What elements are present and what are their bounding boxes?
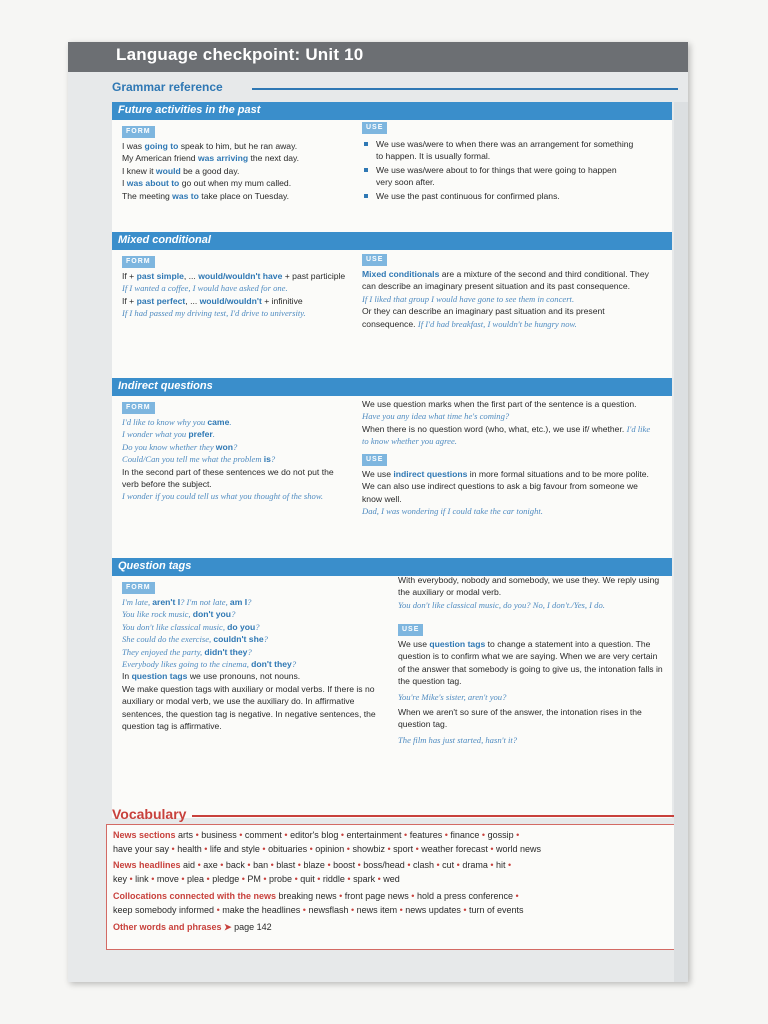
- example-text: ?: [247, 646, 252, 657]
- text-line: [362, 505, 652, 517]
- use-label: USE: [362, 254, 387, 266]
- indirect-use-list: [362, 468, 652, 518]
- text-run: , ...: [183, 271, 199, 281]
- vocab-word: axe: [203, 860, 218, 870]
- text-run: Or they can describe an imaginary past situation and its present consequence.: [362, 306, 605, 329]
- vocab-word: key: [113, 874, 128, 884]
- vocab-word: newsflash: [308, 905, 349, 915]
- vocab-line: [113, 874, 400, 884]
- text-line: [122, 295, 347, 307]
- vocab-category-label: Collocations connected with the news: [113, 891, 277, 901]
- vocabulary-rule: [192, 815, 678, 817]
- example-text: You don't like classical music,: [122, 621, 228, 632]
- vocab-word: link: [135, 874, 149, 884]
- text-run: we use pronouns, not nouns.: [187, 671, 301, 682]
- future-past-use-list: [364, 138, 634, 203]
- text-line: [122, 270, 347, 282]
- vocab-word: gossip: [487, 830, 514, 840]
- text-run: speak to him, but he ran away.: [178, 141, 298, 151]
- text-run: go out when my mum called.: [179, 178, 292, 189]
- separator-dot: •: [375, 874, 384, 884]
- text-line: [398, 706, 666, 731]
- example-text: Have you any idea what time he's coming?: [362, 411, 510, 422]
- title-bar: [68, 42, 688, 72]
- separator-dot: •: [292, 874, 301, 884]
- vocab-word: features: [409, 830, 443, 840]
- text-run: In the second part of these sentences we do not put the verb before the subject.: [122, 466, 334, 490]
- keyword: was about to: [126, 178, 180, 189]
- text-line: [122, 190, 347, 202]
- separator-dot: •: [336, 891, 345, 901]
- text-line: [122, 282, 347, 294]
- example-text: I wonder if you could tell us what you thought of the show.: [122, 491, 324, 502]
- vocab-word: riddle: [322, 874, 345, 884]
- vocab-word: life and style: [209, 844, 260, 854]
- separator-dot: •: [487, 844, 496, 854]
- keyword: going to: [144, 141, 179, 151]
- separator-dot: •: [259, 844, 269, 854]
- section-header-indirect-questions: [112, 378, 672, 396]
- text-line: [122, 140, 347, 152]
- text-line: [122, 608, 384, 620]
- separator-dot: •: [307, 844, 316, 854]
- form-label: FORM: [122, 126, 155, 138]
- example-text: I'm late,: [122, 597, 153, 607]
- text-line: [122, 633, 384, 645]
- separator-dot: •: [314, 874, 323, 884]
- keyword: indirect questions: [393, 469, 468, 479]
- vocab-word: news item: [356, 905, 398, 915]
- text-run: When we aren't so sure of the answer, the intonation rises in the question tag.: [398, 707, 642, 730]
- separator-dot: •: [236, 830, 245, 840]
- separator-dot: •: [295, 860, 304, 870]
- vocab-word: health: [177, 844, 202, 854]
- use-bullet: We use the past continuous for confirmed plans.: [364, 190, 634, 202]
- separator-dot: •: [148, 874, 157, 884]
- grammar-area: [112, 102, 672, 818]
- vocab-word: turn of events: [469, 905, 524, 915]
- vocab-word: cut: [442, 860, 455, 870]
- vocab-word: boss/head: [363, 860, 405, 870]
- text-line: [122, 177, 347, 189]
- textbook-page: [68, 42, 688, 982]
- text-run: + past participle: [282, 271, 346, 281]
- separator-dot: •: [413, 844, 422, 854]
- example-text: I'd like to know whether you agree.: [362, 423, 651, 447]
- text-run: in more formal situations and to be more polite. We can also use indirect questions to ask a big favour from someone we know well.: [362, 469, 649, 504]
- separator-dot: •: [324, 860, 334, 870]
- vocab-word: drama: [462, 860, 488, 870]
- example-text: ?: [231, 609, 236, 620]
- use-bullet: We use was/were about to for things that were going to happen very soon after.: [364, 164, 634, 189]
- mixed-form-list: [122, 270, 347, 320]
- vocab-word: blast: [276, 860, 296, 870]
- keyword: aren't I: [152, 597, 181, 607]
- text-line: [122, 670, 384, 682]
- separator-dot: •: [454, 860, 463, 870]
- vocab-category-label: News sections: [113, 830, 176, 840]
- form-label: FORM: [122, 582, 155, 594]
- keyword: was to: [172, 190, 199, 201]
- section-header-mixed-conditional: [112, 232, 672, 250]
- text-run: I was: [122, 141, 145, 151]
- vocab-word: PM: [247, 874, 261, 884]
- page-edge: [674, 102, 688, 982]
- text-run: The meeting: [122, 190, 173, 201]
- form-label: FORM: [122, 402, 155, 414]
- vocab-line: [113, 830, 519, 840]
- vocab-line: [113, 891, 519, 901]
- vocab-line: [113, 860, 511, 870]
- vocab-word: quit: [300, 874, 315, 884]
- use-label: USE: [362, 454, 387, 466]
- text-line: [122, 490, 350, 502]
- separator-dot: •: [460, 905, 469, 915]
- text-line: [122, 428, 350, 440]
- section-title: Indirect questions: [118, 380, 213, 392]
- text-line: [398, 734, 666, 746]
- separator-dot: •: [434, 860, 443, 870]
- example-text: ?: [247, 597, 252, 607]
- text-line: [362, 305, 652, 330]
- text-line: [122, 453, 350, 465]
- keyword: don't you: [192, 609, 232, 620]
- separator-dot: •: [487, 860, 496, 870]
- separator-dot: •: [384, 844, 394, 854]
- separator-dot: •: [244, 860, 254, 870]
- vocab-word: spark: [353, 874, 376, 884]
- example-text: If I wanted a coffee, I would have asked for one.: [122, 283, 288, 294]
- vocab-word: breaking news: [278, 891, 337, 901]
- vocab-word: pledge: [212, 874, 240, 884]
- text-line: [122, 165, 347, 177]
- text-line: [398, 638, 666, 688]
- text-run: If +: [122, 271, 137, 281]
- separator-dot: •: [348, 905, 357, 915]
- text-line: [122, 441, 350, 453]
- example-text: The film has just started, hasn't it?: [398, 734, 518, 745]
- keyword: didn't they: [204, 646, 248, 657]
- example-text: ?: [255, 621, 260, 632]
- text-line: [122, 466, 350, 491]
- keyword: past perfect: [136, 295, 186, 306]
- vocab-word: arts: [178, 830, 194, 840]
- keyword: past simple: [136, 271, 184, 281]
- mixed-use-list: [362, 268, 652, 330]
- arrow-icon: ➤: [224, 922, 232, 932]
- example-text: Everybody likes going to the cinema,: [122, 659, 252, 670]
- separator-dot: •: [268, 860, 277, 870]
- tags-notes: [398, 574, 666, 611]
- tags-form-list: [122, 596, 384, 732]
- keyword: would/wouldn't have: [198, 271, 283, 281]
- text-run: We use: [398, 639, 430, 649]
- separator-dot: •: [217, 860, 226, 870]
- vocab-word: boost: [333, 860, 356, 870]
- vocab-category-label: News headlines: [113, 860, 181, 870]
- text-line: [398, 599, 666, 611]
- separator-dot: •: [281, 830, 291, 840]
- separator-dot: •: [513, 830, 520, 840]
- keyword: couldn't she: [213, 634, 264, 645]
- vocab-category-label: Other words and phrases: [113, 922, 222, 932]
- text-run: , ...: [185, 295, 200, 306]
- text-run: I knew it: [122, 165, 156, 176]
- example-text: If I'd had breakfast, I wouldn't be hungry now.: [417, 318, 577, 329]
- vocab-word: move: [156, 874, 179, 884]
- example-text: Dad, I was wondering if I could take the car tonight.: [362, 506, 543, 517]
- example-text: Could/Can you tell me what the problem: [122, 454, 264, 465]
- keyword: question tags: [429, 639, 486, 649]
- text-line: [122, 658, 384, 670]
- separator-dot: •: [260, 874, 270, 884]
- vocab-word: showbiz: [352, 844, 385, 854]
- separator-dot: •: [397, 905, 406, 915]
- vocab-line: [113, 905, 524, 915]
- text-run: I: [122, 178, 127, 189]
- example-text: You like rock music,: [122, 609, 193, 620]
- text-run: We make question tags with auxiliary or modal verbs. If there is no auxiliary or modal verb, we use the auxiliary do. In affirmative sentences, the question tag is negative. In negative sentences, the question tag is affirmative.: [122, 683, 376, 732]
- vocab-word: have your say: [113, 844, 170, 854]
- text-line: [362, 468, 652, 505]
- text-run: take place on Tuesday.: [198, 190, 290, 201]
- text-run: In: [122, 671, 132, 682]
- section-header-future-past: [112, 102, 672, 120]
- separator-dot: •: [338, 830, 347, 840]
- separator-dot: •: [344, 874, 354, 884]
- use-bullet: We use was/were to when there was an arrangement for something to happen. It is usually formal.: [364, 138, 634, 163]
- example-text: ?: [270, 454, 276, 465]
- text-line: [362, 293, 652, 305]
- vocab-word: sport: [393, 844, 414, 854]
- keyword: won: [215, 441, 233, 452]
- vocab-word: blaze: [303, 860, 325, 870]
- example-text: Do you know whether they: [122, 441, 216, 452]
- text-run: We use: [362, 469, 394, 479]
- vocab-word: plea: [187, 874, 205, 884]
- keyword: question tags: [131, 671, 188, 682]
- text-line: [122, 307, 347, 319]
- text-line: [362, 268, 652, 293]
- text-line: [362, 398, 652, 423]
- text-line: [122, 416, 350, 428]
- vocab-word: news updates: [405, 905, 461, 915]
- text-run: My American friend: [122, 153, 198, 164]
- text-run: With everybody, nobody and somebody, we use they. We reply using the auxiliary or modal verb.: [398, 575, 660, 598]
- text-line: [122, 621, 384, 633]
- keyword: was arriving: [197, 153, 249, 164]
- text-line: [122, 152, 347, 164]
- vocabulary-heading: Vocabulary: [112, 806, 187, 822]
- indirect-form-list: [122, 416, 350, 503]
- vocab-word: wed: [383, 874, 400, 884]
- keyword: am I: [229, 597, 248, 607]
- vocab-word: editor's blog: [290, 830, 339, 840]
- vocab-word: make the headlines: [222, 905, 301, 915]
- example-text: I wonder what you: [122, 429, 189, 440]
- example-text: .: [229, 417, 232, 427]
- separator-dot: •: [404, 860, 413, 870]
- text-line: [122, 596, 384, 608]
- vocab-word: world news: [495, 844, 542, 854]
- section-title: Future activities in the past: [118, 104, 261, 116]
- text-line: [398, 691, 666, 703]
- separator-dot: •: [442, 830, 451, 840]
- separator-dot: •: [408, 891, 417, 901]
- vocab-word: back: [225, 860, 245, 870]
- keyword: don't they: [251, 659, 292, 670]
- separator-dot: •: [193, 830, 202, 840]
- separator-dot: •: [479, 830, 488, 840]
- indirect-notes: [362, 398, 652, 448]
- page-reference: page 142: [234, 922, 272, 932]
- separator-dot: •: [344, 844, 353, 854]
- text-run: the next day.: [248, 153, 300, 164]
- text-run: + infinitive: [261, 295, 303, 306]
- example-text: If I had passed my driving test, I'd drive to university.: [122, 308, 306, 319]
- vocab-word: front page news: [344, 891, 409, 901]
- vocab-word: hold a press conference: [416, 891, 514, 901]
- separator-dot: •: [401, 830, 410, 840]
- text-line: [122, 683, 384, 733]
- separator-dot: •: [178, 874, 188, 884]
- text-line: [362, 423, 652, 448]
- text-run: are a mixture of the second and third conditional. They can describe an imaginary present situation and its past consequence.: [362, 269, 649, 292]
- vocab-line: [113, 844, 541, 854]
- vocab-word: opinion: [315, 844, 345, 854]
- vocab-word: probe: [269, 874, 293, 884]
- example-text: She could do the exercise,: [122, 634, 214, 645]
- text-run: When there is no question word (who, what, etc.), we use if/ whether.: [362, 423, 627, 434]
- vocab-word: weather forecast: [421, 844, 488, 854]
- separator-dot: •: [300, 905, 309, 915]
- keyword: do you: [227, 621, 256, 632]
- vocab-word: obituaries: [268, 844, 308, 854]
- example-text: I'd like to know why you: [122, 417, 208, 427]
- section-title: Mixed conditional: [118, 234, 211, 246]
- separator-dot: •: [127, 874, 136, 884]
- vocab-word: aid: [183, 860, 196, 870]
- use-label: USE: [362, 122, 387, 134]
- separator-dot: •: [513, 891, 519, 901]
- page-title: Language checkpoint: Unit 10: [116, 45, 364, 64]
- text-line: [398, 574, 666, 599]
- keyword: prefer: [188, 429, 213, 440]
- text-run: If +: [122, 295, 137, 306]
- example-text: If I liked that group I would have gone to see them in concert.: [362, 293, 575, 304]
- separator-dot: •: [204, 874, 213, 884]
- vocabulary-box: [106, 824, 682, 950]
- keyword: came: [207, 417, 230, 427]
- text-run: be a good day.: [180, 165, 240, 176]
- vocab-word: entertainment: [346, 830, 402, 840]
- keyword: would: [155, 165, 181, 176]
- text-run: to change a statement into a question. The question is to confirm what we are saying. When we are very certain of the answer that somebody is going to give us, the intonation falls in the question tag.: [398, 639, 663, 687]
- separator-dot: •: [355, 860, 364, 870]
- vocab-word: finance: [450, 830, 480, 840]
- keyword: is: [263, 454, 271, 465]
- vocab-line: [113, 922, 272, 933]
- vocab-word: keep somebody informed: [113, 905, 215, 915]
- section-title: Question tags: [118, 560, 192, 572]
- example-text: ?: [263, 634, 268, 645]
- text-run: We use question marks when the first part of the sentence is a question.: [362, 399, 637, 409]
- example-text: You don't like classical music, do you? No, I don't./Yes, I do.: [398, 599, 605, 610]
- example-text: ?: [291, 659, 297, 670]
- vocab-word: clash: [412, 860, 434, 870]
- separator-dot: •: [214, 905, 223, 915]
- grammar-reference-rule: [252, 88, 678, 90]
- separator-dot: •: [239, 874, 248, 884]
- example-text: .: [212, 429, 215, 440]
- vocab-word: ban: [253, 860, 269, 870]
- separator-dot: •: [201, 844, 210, 854]
- example-text: They enjoyed the party,: [122, 646, 205, 657]
- future-past-form-list: [122, 140, 347, 202]
- example-text: ? I'm not late,: [180, 597, 230, 607]
- form-label: FORM: [122, 256, 155, 268]
- keyword: Mixed conditionals: [362, 269, 440, 279]
- grammar-reference-heading: Grammar reference: [112, 80, 223, 94]
- use-label: USE: [398, 624, 423, 636]
- tags-use-list: [398, 638, 666, 749]
- vocab-word: comment: [244, 830, 282, 840]
- vocab-word: hit: [496, 860, 506, 870]
- separator-dot: •: [505, 860, 512, 870]
- example-text: ?: [232, 441, 238, 452]
- example-text: You're Mike's sister, aren't you?: [398, 691, 507, 702]
- vocab-word: business: [201, 830, 237, 840]
- text-line: [122, 646, 384, 658]
- keyword: would/wouldn't: [199, 295, 262, 306]
- separator-dot: •: [195, 860, 204, 870]
- separator-dot: •: [169, 844, 178, 854]
